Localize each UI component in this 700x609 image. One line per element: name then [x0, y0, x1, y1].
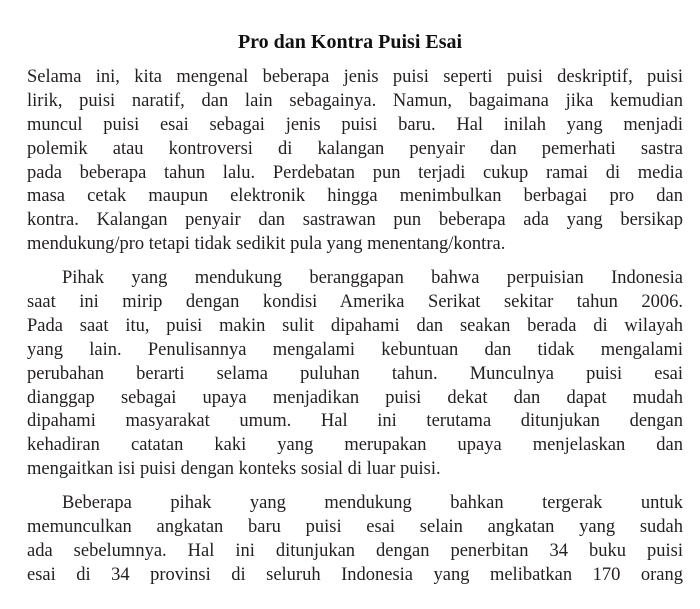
text-line: kehadiran catatan kaki yang merupakan upaya menjelaskan dan [27, 435, 683, 456]
text-line: perubahan berarti selama puluhan tahun. Munculnya puisi esai [27, 363, 683, 384]
text-line: yang lain. Penulisannya mengalami kebuntuan dan tidak mengalami [27, 339, 683, 360]
paragraph-1 [27, 66, 683, 257]
text-line: masa cetak maupun elektronik hingga menimbulkan berbagai pro dan [27, 186, 683, 207]
text-line: lirik, puisi naratif, dan lain sebagainya. Namun, bagaimana jika kemudian [27, 90, 683, 111]
text-line: polemik atau kontroversi di kalangan penyair dan pemerhati sastra [27, 138, 683, 159]
text-line: mengaitkan isi puisi dengan konteks sosial di luar puisi. [27, 459, 441, 480]
page-title: Pro dan Kontra Puisi Esai [237, 31, 463, 53]
paragraph-3 [27, 492, 683, 588]
text-line: esai di 34 provinsi di seluruh Indonesia yang melibatkan 170 orang [27, 564, 683, 585]
document-body [27, 66, 683, 598]
text-line: dianggap sebagai upaya menjadikan puisi dekat dan dapat mudah [27, 387, 683, 408]
text-line: Beberapa pihak yang mendukung bahkan tergerak untuk [62, 493, 683, 514]
text-line: kontra. Kalangan penyair dan sastrawan pun beberapa ada yang bersikap [27, 210, 683, 231]
text-line: ada sebelumnya. Hal ini ditunjukan dengan penerbitan 34 buku puisi [27, 540, 683, 561]
text-line: muncul puisi esai sebagai jenis puisi baru. Hal inilah yang menjadi [27, 114, 683, 135]
text-line: memunculkan angkatan baru puisi esai selain angkatan yang sudah [27, 517, 683, 538]
text-line: dipahami masyarakat umum. Hal ini terutama ditunjukan dengan [27, 411, 683, 432]
text-line: pada beberapa tahun lalu. Perdebatan pun terjadi cukup ramai di media [27, 162, 683, 183]
text-line: Pihak yang mendukung beranggapan bahwa perpuisian Indonesia [62, 268, 683, 289]
text-line: saat ini mirip dengan kondisi Amerika Serikat sekitar tahun 2006. [27, 292, 683, 313]
text-line: Selama ini, kita mengenal beberapa jenis puisi seperti puisi deskriptif, puisi [27, 67, 683, 87]
paragraph-2 [27, 267, 683, 482]
text-line: Pada saat itu, puisi makin sulit dipahami dan seakan berada di wilayah [27, 315, 683, 336]
text-line: mendukung/pro tetapi tidak sedikit pula yang menentang/kontra. [27, 234, 506, 255]
